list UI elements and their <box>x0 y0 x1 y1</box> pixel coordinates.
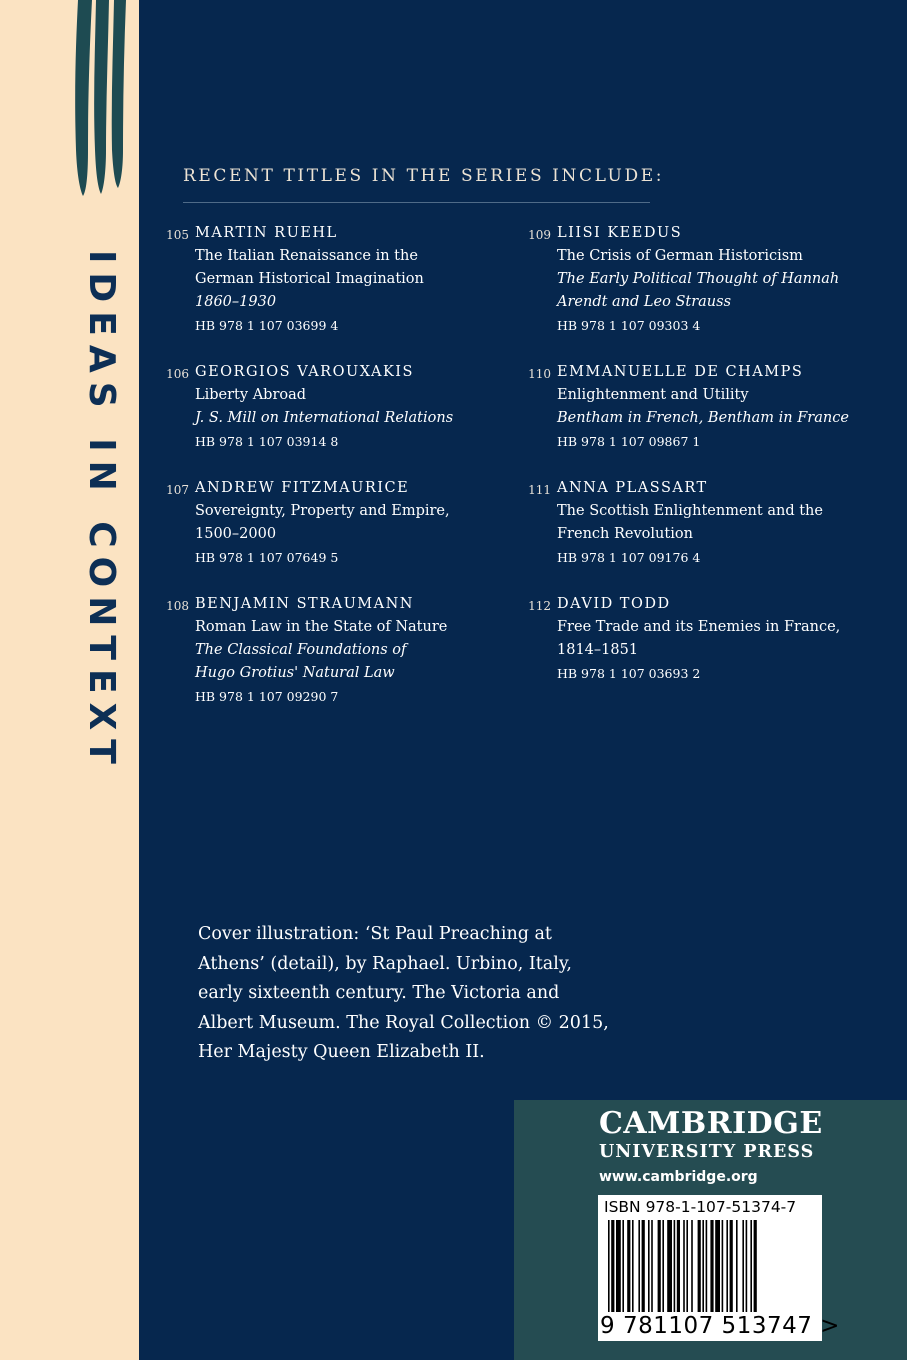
title-entry-112 <box>528 593 857 685</box>
barcode-bar <box>736 1220 738 1312</box>
author: DAVID TODD <box>557 596 671 612</box>
barcode-bars <box>608 1220 812 1312</box>
isbn: HB 978 1 107 09290 7 <box>195 689 339 704</box>
barcode-bar <box>608 1220 610 1312</box>
cover-illustration-credit: Cover illustration: ‘St Paul Preaching at Athens’ (detail), by Raphael. Urbino, Italy, early sixteenth century. The Victoria and Albert Museum. The Royal Collection © 2015, Her Majesty Queen Elizabeth II. <box>198 924 609 1062</box>
barcode-bar <box>674 1220 676 1312</box>
book-subtitle: Bentham in French, Bentham in France <box>557 410 849 426</box>
barcode-bar <box>677 1220 680 1312</box>
barcode-bar <box>706 1220 708 1312</box>
author: EMMANUELLE DE CHAMPS <box>557 364 804 380</box>
book-subtitle: 1860–1930 <box>195 294 277 310</box>
barcode-bar <box>638 1220 640 1312</box>
author: ANNA PLASSART <box>557 480 708 496</box>
isbn: HB 978 1 107 09867 1 <box>557 434 701 449</box>
series-number: 107 <box>166 483 189 497</box>
publisher-subname: UNIVERSITY PRESS <box>599 1142 815 1162</box>
barcode-bar <box>622 1220 624 1312</box>
title-entry-106 <box>166 361 495 453</box>
barcode-bar <box>651 1220 653 1312</box>
heading-divider <box>183 202 650 203</box>
barcode-bar <box>710 1220 713 1312</box>
book-title: The Scottish Enlightenment and the French Revolution <box>557 503 823 542</box>
isbn: HB 978 1 107 09303 4 <box>557 318 701 333</box>
barcode-bar <box>742 1220 744 1312</box>
isbn: HB 978 1 107 03693 2 <box>557 666 701 681</box>
book-title: Roman Law in the State of Nature <box>195 619 448 635</box>
series-heading: RECENT TITLES IN THE SERIES INCLUDE: <box>183 166 665 186</box>
publisher-panel <box>514 1100 907 1360</box>
barcode-bar <box>686 1220 688 1312</box>
author: MARTIN RUEHL <box>195 225 338 241</box>
isbn: HB 978 1 107 09176 4 <box>557 550 701 565</box>
barcode-bar <box>627 1220 630 1312</box>
barcode-bar <box>632 1220 634 1312</box>
author: ANDREW FITZMAURICE <box>195 480 410 496</box>
spine <box>0 0 139 1360</box>
book-title: The Crisis of German Historicism <box>557 248 803 264</box>
title-entry-109 <box>528 222 857 337</box>
title-entry-111 <box>528 477 857 569</box>
barcode-bar <box>722 1220 724 1312</box>
barcode-bar <box>611 1220 614 1312</box>
title-entry-110 <box>528 361 857 453</box>
barcode-bar <box>642 1220 645 1312</box>
barcode-bar <box>746 1220 748 1312</box>
isbn-label: ISBN 978-1-107-51374-7 <box>604 1198 797 1216</box>
barcode-bar <box>662 1220 664 1312</box>
barcode-bar <box>616 1220 621 1312</box>
barcode-bar <box>691 1220 693 1312</box>
author: GEORGIOS VAROUXAKIS <box>195 364 414 380</box>
book-title: The Italian Renaissance in the German Historical Imagination <box>195 248 424 287</box>
barcode-bar <box>658 1220 661 1312</box>
barcode-digits: 9 781107 513747 > <box>600 1313 840 1339</box>
publisher-url: www.cambridge.org <box>599 1169 758 1185</box>
title-entry-105 <box>166 222 495 337</box>
barcode-bar <box>702 1220 704 1312</box>
barcode-bar <box>726 1220 728 1312</box>
barcode-bar <box>648 1220 650 1312</box>
book-title: Free Trade and its Enemies in France, 1814–1851 <box>557 619 841 658</box>
isbn: HB 978 1 107 03699 4 <box>195 318 339 333</box>
barcode-bar <box>667 1220 672 1312</box>
spine-stripes-decoration <box>0 0 139 210</box>
book-subtitle: J. S. Mill on International Relations <box>195 410 454 426</box>
author: BENJAMIN STRAUMANN <box>195 596 414 612</box>
series-number: 110 <box>528 367 551 381</box>
series-number: 111 <box>528 483 551 497</box>
series-number: 106 <box>166 367 189 381</box>
series-number: 112 <box>528 599 551 613</box>
isbn: HB 978 1 107 03914 8 <box>195 434 339 449</box>
title-entry-107 <box>166 477 495 569</box>
barcode-bar <box>750 1220 752 1312</box>
series-number: 105 <box>166 228 189 242</box>
publisher-name: CAMBRIDGE <box>599 1106 823 1141</box>
barcode-bar <box>754 1220 757 1312</box>
isbn: HB 978 1 107 07649 5 <box>195 550 339 565</box>
series-number: 109 <box>528 228 551 242</box>
author: LIISI KEEDUS <box>557 225 683 241</box>
book-title: Enlightenment and Utility <box>557 387 749 403</box>
book-subtitle: The Classical Foundations of Hugo Grotius' Natural Law <box>195 642 407 681</box>
barcode-bar <box>715 1220 720 1312</box>
isbn-barcode <box>598 1195 840 1341</box>
book-title: Liberty Abroad <box>195 387 307 403</box>
barcode-bar <box>730 1220 733 1312</box>
title-entry-108 <box>166 593 495 708</box>
book-title: Sovereignty, Property and Empire, 1500–2000 <box>195 503 450 542</box>
barcode-bar <box>698 1220 701 1312</box>
series-spine-title: IDEAS IN CONTEXT <box>81 250 122 773</box>
barcode-bar <box>683 1220 685 1312</box>
series-number: 108 <box>166 599 189 613</box>
book-subtitle: The Early Political Thought of Hannah Arendt and Leo Strauss <box>557 271 840 310</box>
